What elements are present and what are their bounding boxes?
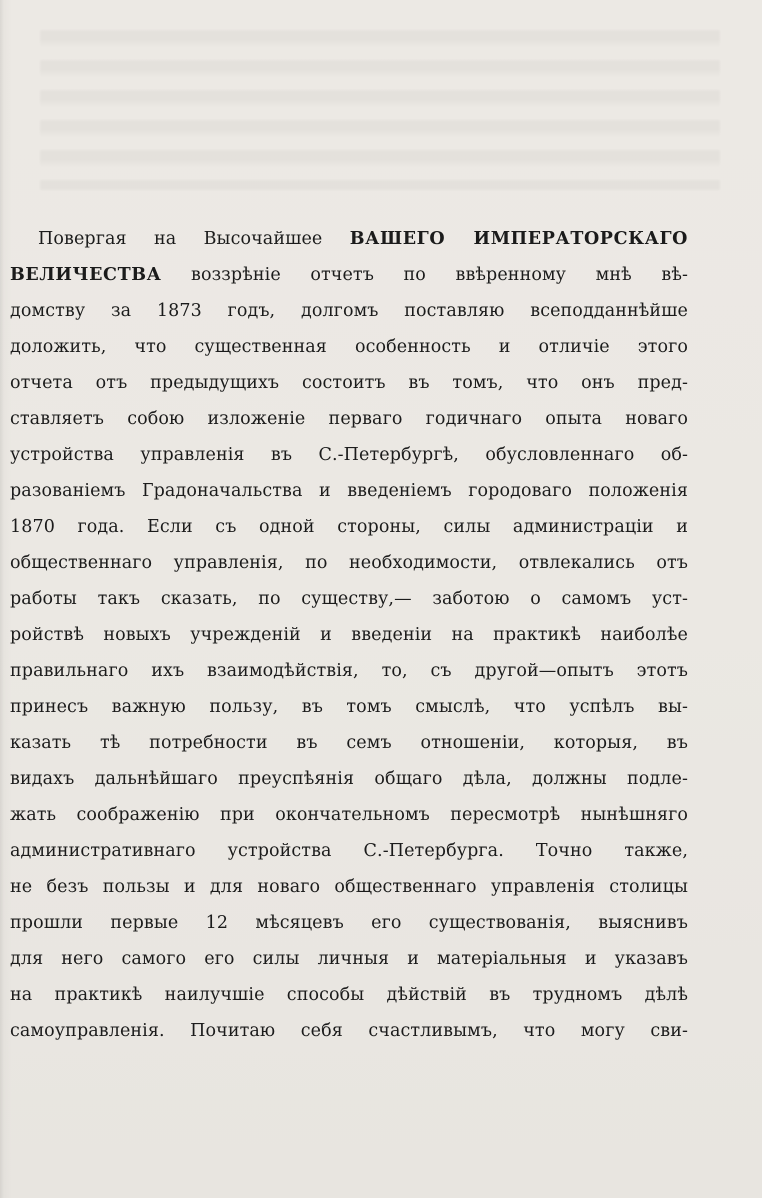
text-run: прошли первые 12 мѣсяцевъ его существованія, выяснивъ <box>10 913 688 933</box>
text-line <box>10 473 688 509</box>
text-run: на практикѣ наилучшіе способы дѣйствій въ трудномъ дѣлѣ <box>10 985 688 1005</box>
text-line <box>10 437 688 473</box>
text-run: домству за 1873 годъ, долгомъ поставляю всеподданнѣйше <box>10 301 688 321</box>
text-run: общественнаго управленія, по необходимости, отвлекались отъ <box>10 553 688 573</box>
text-line <box>10 401 688 437</box>
text-line <box>10 761 688 797</box>
text-line <box>10 545 688 581</box>
text-line <box>10 509 688 545</box>
show-through-text <box>40 30 720 190</box>
text-line <box>10 941 688 977</box>
text-run: административнаго устройства С.-Петербурга. Точно также, <box>10 841 688 861</box>
text-run: работы такъ сказать, по существу,— заботою о самомъ уст- <box>10 589 688 609</box>
text-run: устройства управленія въ С.-Петербургѣ, обусловленнаго об- <box>10 445 688 465</box>
text-run: принесъ важную пользу, въ томъ смыслѣ, что успѣлъ вы- <box>10 697 688 717</box>
text-run: ройствѣ новыхъ учрежденій и введеніи на практикѣ наиболѣе <box>10 625 688 645</box>
text-run: воззрѣніе отчетъ по ввѣренному мнѣ вѣ- <box>161 265 688 285</box>
text-run: для него самого его силы личныя и матеріальныя и указавъ <box>10 949 688 969</box>
text-run: жать соображенію при окончательномъ пересмотрѣ нынѣшняго <box>10 805 688 825</box>
text-run: видахъ дальнѣйшаго преуспѣянія общаго дѣла, должны подле- <box>10 769 688 789</box>
text-line <box>10 977 688 1013</box>
text-run: Повергая на Высочайшее <box>38 229 350 249</box>
text-line <box>10 581 688 617</box>
text-run: правильнаго ихъ взаимодѣйствія, то, съ другой—опытъ этотъ <box>10 661 688 681</box>
text-run: отчета отъ предыдущихъ состоитъ въ томъ, что онъ пред- <box>10 373 688 393</box>
text-run: ставляетъ собою изложеніе перваго годичнаго опыта новаго <box>10 409 688 429</box>
text-line <box>10 257 688 293</box>
text-line <box>10 221 688 257</box>
text-run: не безъ пользы и для новаго общественнаго управленія столицы <box>10 877 688 897</box>
text-line <box>10 653 688 689</box>
text-line <box>10 725 688 761</box>
text-run: 1870 года. Если съ одной стороны, силы администраціи и <box>10 517 688 537</box>
text-line <box>10 905 688 941</box>
text-line <box>10 1013 688 1049</box>
small-caps-run: ВАШЕГО ИМПЕРАТОРСКАГО <box>349 229 688 249</box>
text-line <box>10 869 688 905</box>
small-caps-run: ВЕЛИЧЕСТВА <box>10 265 162 285</box>
text-line <box>10 833 688 869</box>
text-line <box>10 797 688 833</box>
text-line <box>10 689 688 725</box>
text-run: казать тѣ потребности въ семъ отношеніи, которыя, въ <box>10 733 688 753</box>
text-run: разованіемъ Градоначальства и введеніемъ городоваго положенія <box>10 481 688 501</box>
text-run: доложить, что существенная особенность и отличіе этого <box>10 337 688 357</box>
text-line <box>10 329 688 365</box>
text-line <box>10 365 688 401</box>
text-run: самоуправленія. Почитаю себя счастливымъ, что могу сви- <box>10 1021 688 1041</box>
text-line <box>10 293 688 329</box>
text-line <box>10 617 688 653</box>
body-text <box>10 221 688 1049</box>
